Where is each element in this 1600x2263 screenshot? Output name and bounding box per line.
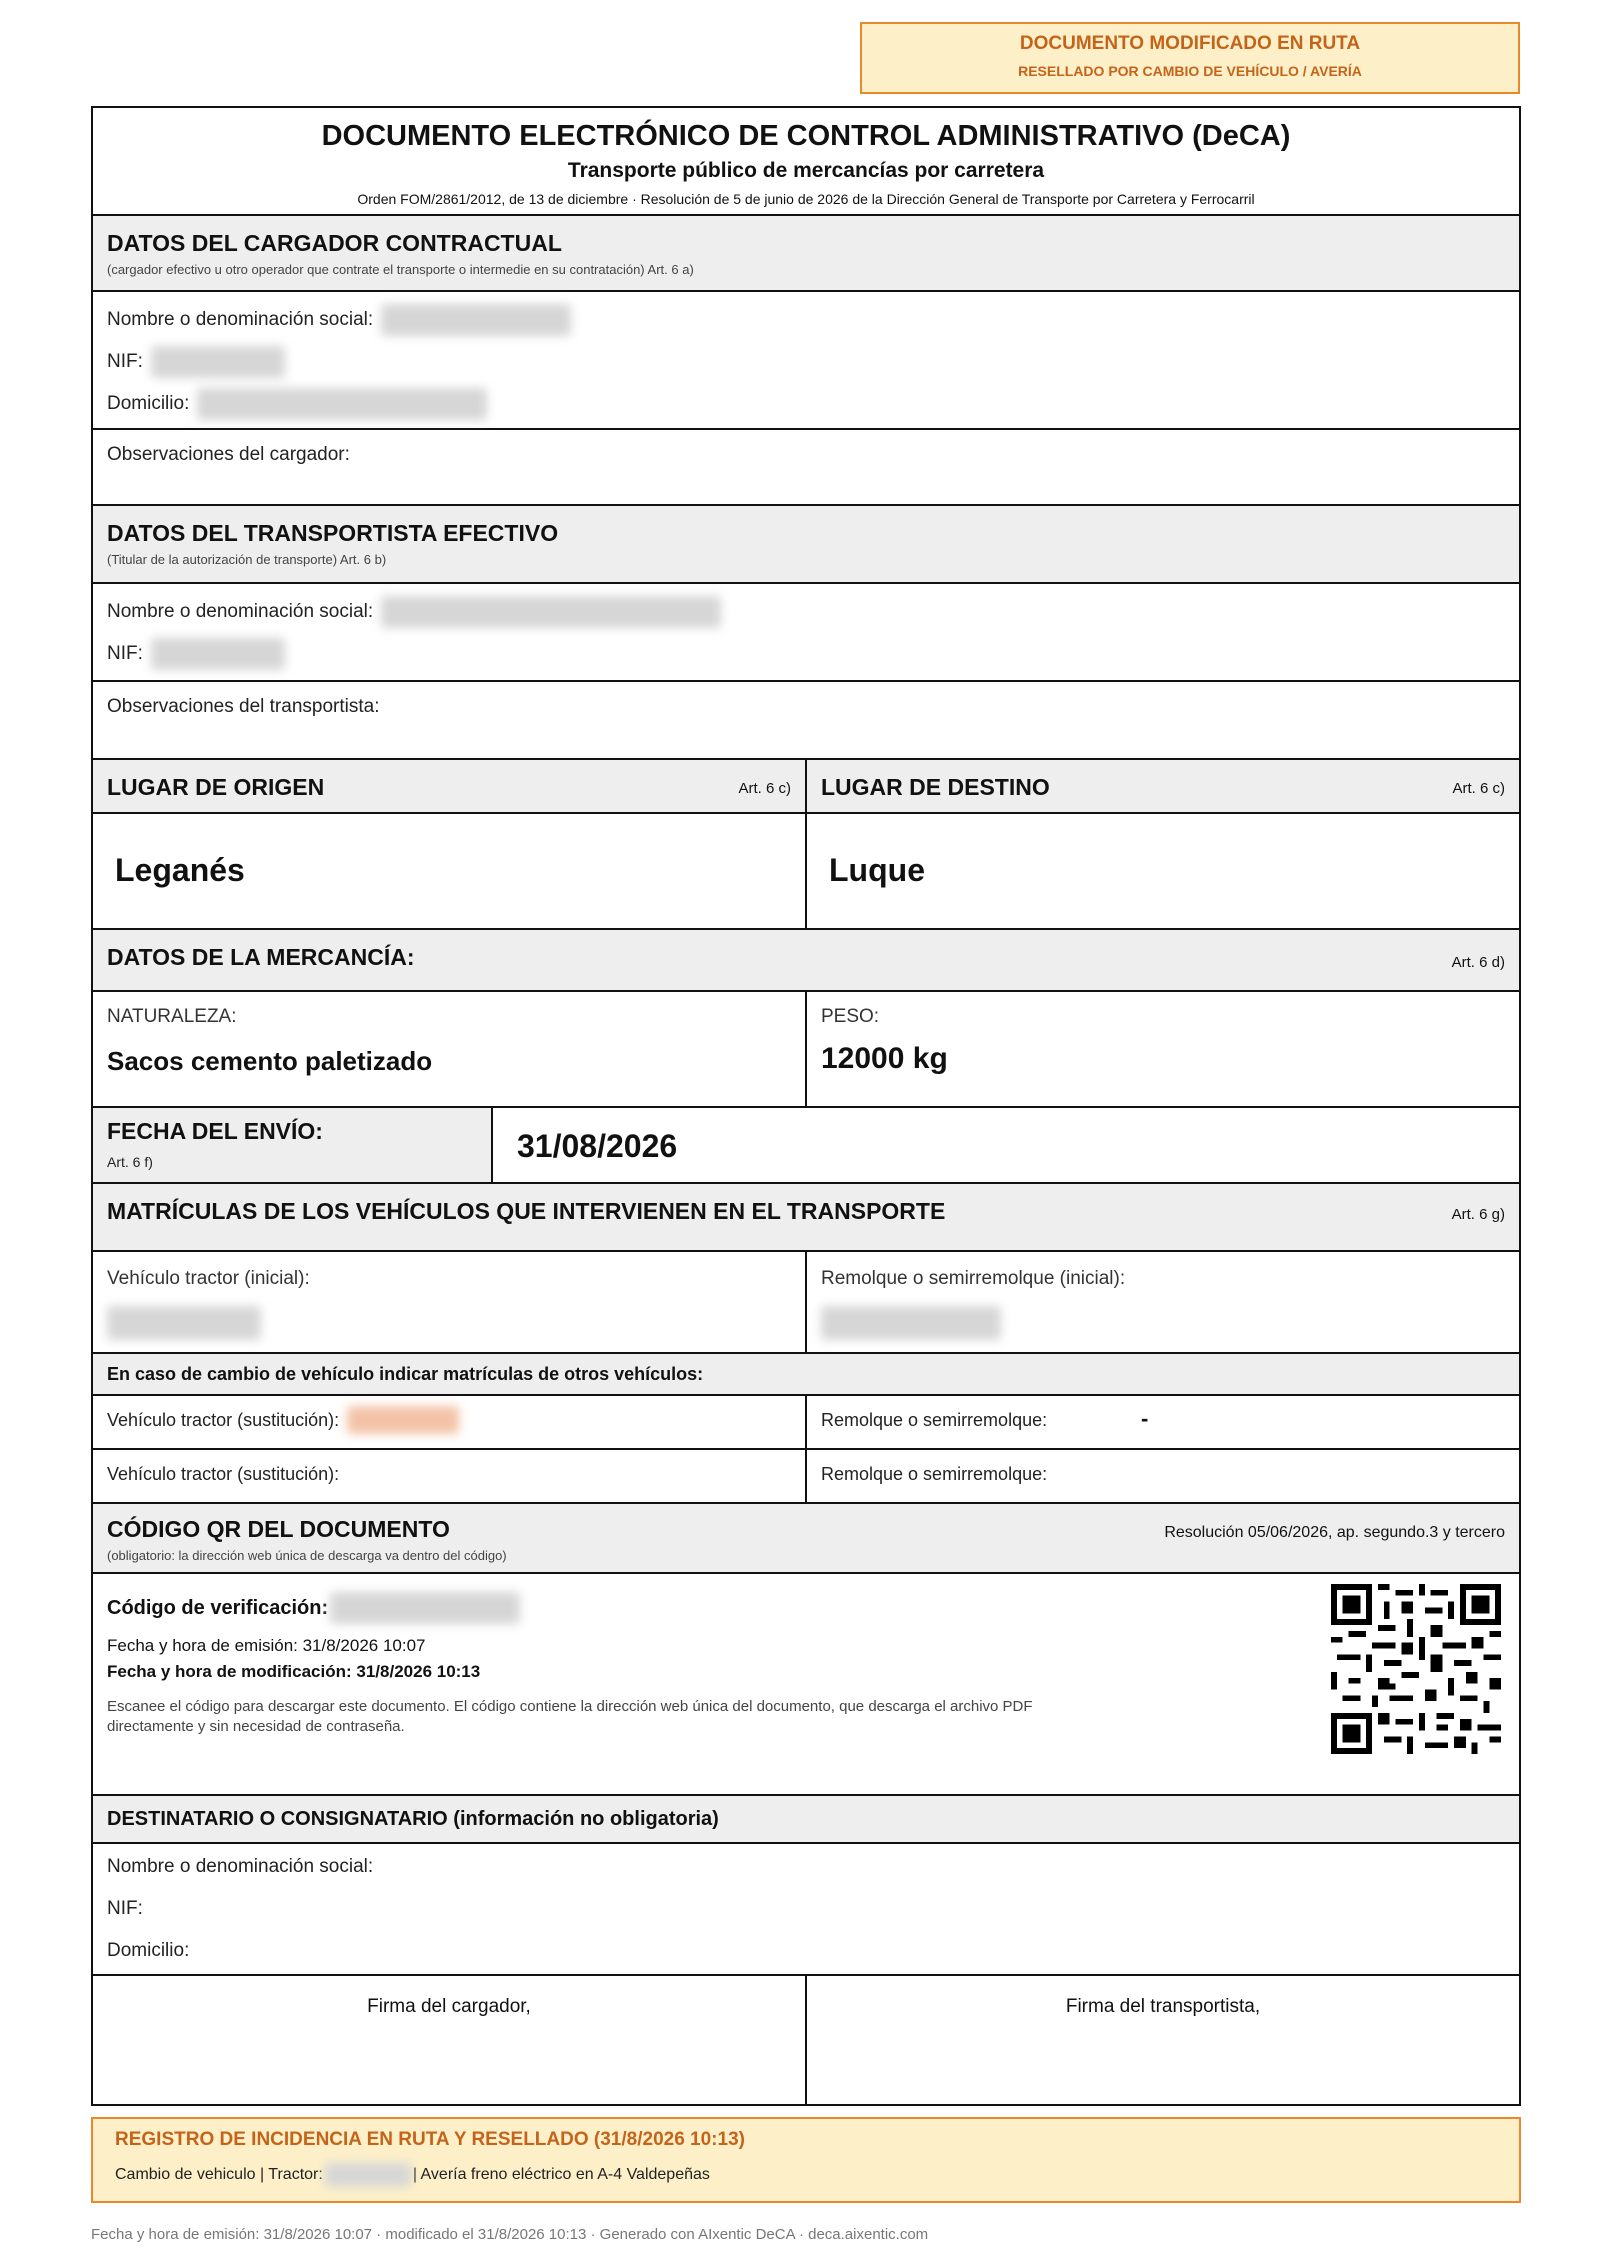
matriculas-art: Art. 6 g) [1451, 1206, 1505, 1223]
fecha-value: 31/08/2026 [517, 1128, 678, 1164]
transportista-section-header [93, 506, 1519, 584]
cargador-domicilio-field [107, 388, 487, 420]
modification-date: Fecha y hora de modificación: 31/8/2026 10:13 [107, 1662, 481, 1681]
modified-banner [860, 22, 1520, 94]
qr-section-header [93, 1504, 1519, 1574]
sustitucion-row-2 [93, 1450, 1519, 1504]
incidencia-banner [91, 2117, 1521, 2203]
destino-art: Art. 6 c) [1452, 780, 1505, 797]
qr-code-icon[interactable] [1331, 1584, 1501, 1754]
cargador-name-field [107, 304, 571, 336]
destinatario-heading: DESTINATARIO O CONSIGNATARIO (información no obligatoria) [107, 1808, 719, 1830]
cargador-name-label: Nombre o denominación social: [107, 309, 374, 330]
fecha-envio-row [93, 1108, 1519, 1184]
mercancia-header [93, 930, 1519, 992]
modified-banner-title: DOCUMENTO MODIFICADO EN RUTA [1019, 33, 1361, 54]
cambio-vehiculo-heading: En caso de cambio de vehículo indicar matrículas de otros vehículos: [107, 1364, 704, 1384]
qr-reference: Resolución 05/06/2026, ap. segundo.3 y tercero [1164, 1524, 1505, 1541]
cargador-section-header [93, 216, 1519, 292]
incidencia-heading: REGISTRO DE INCIDENCIA EN RUTA Y RESELLADO (31/8/2026 10:13) [115, 2129, 745, 2150]
origen-heading: LUGAR DE ORIGEN [107, 774, 325, 800]
incidencia-prefix: Cambio de vehiculo | Tractor: [115, 2166, 323, 2183]
matriculas-heading: MATRÍCULAS DE LOS VEHÍCULOS QUE INTERVIENEN EN EL TRANSPORTE [107, 1198, 946, 1224]
origen-value: Leganés [115, 852, 245, 888]
destinatario-domicilio-label: Domicilio: [107, 1940, 190, 1961]
firma-transportista-label: Firma del transportista, [1065, 1996, 1261, 2017]
cargador-heading: DATOS DEL CARGADOR CONTRACTUAL [107, 230, 562, 256]
deca-document [91, 106, 1521, 2106]
destino-value: Luque [829, 852, 925, 888]
verification-code-label: Código de verificación: [107, 1596, 329, 1619]
fecha-heading: FECHA DEL ENVÍO: [107, 1118, 323, 1144]
cambio-vehiculo-header [93, 1354, 1519, 1396]
transportista-name-label: Nombre o denominación social: [107, 601, 374, 622]
transportista-fields [93, 584, 1519, 682]
redacted-value [197, 388, 487, 420]
transportista-observaciones [93, 682, 1519, 760]
mercancia-heading: DATOS DE LA MERCANCÍA: [107, 944, 415, 970]
qr-description-line1: Escanee el código para descargar este documento. El código contiene la dirección web única del documento, que descarga el archivo PDF [107, 1698, 1033, 1715]
qr-section-body [93, 1574, 1519, 1796]
destinatario-nif-label: NIF: [107, 1898, 143, 1919]
naturaleza-label: NATURALEZA: [107, 1006, 237, 1027]
redacted-value [347, 1406, 459, 1434]
document-header [93, 108, 1519, 216]
document-title: DOCUMENTO ELECTRÓNICO DE CONTROL ADMINISTRATIVO (DeCA) [321, 120, 1291, 152]
destino-heading: LUGAR DE DESTINO [821, 774, 1050, 800]
page-footer: Fecha y hora de emisión: 31/8/2026 10:07 · modificado el 31/8/2026 10:13 · Generado con AIxentic DeCA · deca.aixentic.com [91, 2226, 929, 2243]
document-subtitle: Transporte público de mercancías por carretera [567, 159, 1045, 182]
remolque-inicial-label: Remolque o semirremolque (inicial): [821, 1268, 1126, 1289]
peso-value: 12000 kg [821, 1042, 948, 1075]
transportista-subheading: (Titular de la autorización de transporte) Art. 6 b) [107, 552, 387, 567]
cargador-subheading: (cargador efectivo u otro operador que contrate el transporte o intermedie en su contratación) Art. 6 a) [107, 262, 694, 277]
cargador-obs-label: Observaciones del cargador: [107, 444, 350, 465]
cargador-observaciones [93, 430, 1519, 506]
fecha-art: Art. 6 f) [107, 1154, 153, 1170]
transportista-name-field [107, 596, 721, 628]
mercancia-art: Art. 6 d) [1451, 954, 1505, 971]
redacted-value [325, 2163, 411, 2187]
peso-label: PESO: [821, 1006, 880, 1027]
cargador-domicilio-label: Domicilio: [107, 393, 190, 414]
cargador-nif-label: NIF: [107, 351, 143, 372]
signature-area [93, 1976, 1519, 2104]
transportista-heading: DATOS DEL TRANSPORTISTA EFECTIVO [107, 520, 559, 546]
sustitucion-row-1 [93, 1396, 1519, 1450]
cargador-nif-field [107, 346, 285, 378]
redacted-value [151, 638, 285, 670]
qr-subheading: (obligatorio: la dirección web única de descarga va dentro del código) [107, 1548, 507, 1563]
legal-reference: Orden FOM/2861/2012, de 13 de diciembre · Resolución de 5 de junio de 2026 de la Dirección General de Transporte por Carretera y Ferrocarril [357, 191, 1255, 207]
origen-destino-values [93, 814, 1519, 930]
matriculas-iniciales [93, 1252, 1519, 1354]
incidencia-suffix: | Avería freno eléctrico en A-4 Valdepeñas [412, 2166, 710, 2183]
remolque-sustitucion-2-label: Remolque o semirremolque: [821, 1464, 1048, 1484]
redacted-value [151, 346, 285, 378]
transportista-obs-label: Observaciones del transportista: [107, 696, 380, 717]
mercancia-values [93, 992, 1519, 1108]
destinatario-name-label: Nombre o denominación social: [107, 1856, 374, 1877]
redacted-value [330, 1592, 520, 1624]
origen-destino-header [93, 760, 1519, 814]
transportista-nif-field [107, 638, 285, 670]
qr-description-line2: directamente y sin necesidad de contraseña. [107, 1718, 405, 1735]
tractor-inicial-label: Vehículo tractor (inicial): [107, 1268, 310, 1289]
qr-heading: CÓDIGO QR DEL DOCUMENTO [107, 1516, 450, 1542]
redacted-value [381, 304, 571, 336]
firma-cargador-label: Firma del cargador, [367, 1996, 531, 2017]
matriculas-header [93, 1184, 1519, 1252]
modified-banner-subtitle: RESELLADO POR CAMBIO DE VEHÍCULO / AVERÍA [1018, 63, 1362, 79]
destinatario-header [93, 1796, 1519, 1844]
tractor-sustitucion-2-label: Vehículo tractor (sustitución): [107, 1464, 340, 1484]
incidencia-detail [115, 2163, 710, 2187]
transportista-nif-label: NIF: [107, 643, 143, 664]
remolque-sustitucion-1-value: - [1141, 1406, 1149, 1431]
redacted-value [381, 596, 721, 628]
naturaleza-value: Sacos cemento paletizado [107, 1046, 433, 1076]
redacted-value [821, 1306, 1001, 1340]
remolque-sustitucion-1-label: Remolque o semirremolque: [821, 1410, 1048, 1430]
destinatario-fields [93, 1844, 1519, 1976]
redacted-value [107, 1306, 261, 1340]
origen-art: Art. 6 c) [738, 780, 791, 797]
cargador-fields [93, 292, 1519, 430]
tractor-sustitucion-1-label: Vehículo tractor (sustitución): [107, 1409, 340, 1430]
emission-date: Fecha y hora de emisión: 31/8/2026 10:07 [107, 1636, 426, 1655]
